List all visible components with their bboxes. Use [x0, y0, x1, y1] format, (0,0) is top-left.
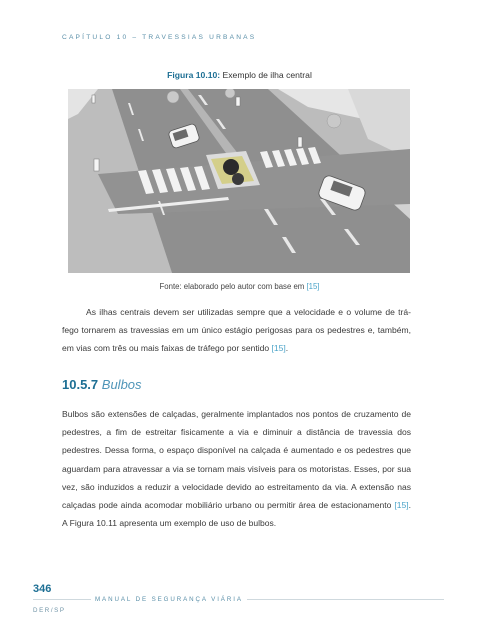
page-number: 346	[33, 583, 52, 595]
section-number: 10.5.7	[62, 377, 99, 392]
paragraph-bulbs	[62, 405, 411, 532]
figure-title	[0, 70, 479, 80]
source-text: Fonte: elaborado pelo autor com base em	[159, 282, 305, 291]
paragraph2-reference-link[interactable]: [15]	[394, 500, 409, 511]
paragraph2-end: . A Figura 10.11 apresenta um exemplo de uso de bulbos.	[62, 500, 411, 529]
figure-caption: Exemplo de ilha central	[222, 70, 312, 80]
section-title: Bulbos	[101, 377, 142, 392]
section-heading	[62, 377, 142, 392]
footer-organization: DER/SP	[33, 607, 66, 614]
figure-source	[0, 282, 479, 291]
paragraph2-text: Bulbos são extensões de calçadas, geralmente implantados nos pontos de cruzamento de pedestres, a fim de estreitar fisicamente a via e diminuir a distância de travessia dos pedestres. Dessa forma, o espaço disponível na calçada é aumentado e os pedestres que aguardam para atravessar a via se tornam mais visíveis para os motoristas. Esses, por sua vez, são induzidos a reduzir a velocidade devido ao estreitamento da via. A extensão nas calçadas pode ainda acomodar mobiliário urbano ou permitir área de estacionamento	[62, 409, 411, 511]
source-reference-link[interactable]: [15]	[306, 282, 320, 291]
chapter-header: CAPÍTULO 10 – TRAVESSIAS URBANAS	[62, 34, 257, 41]
paragraph-central-islands	[62, 303, 411, 358]
figure-label: Figura 10.10:	[167, 70, 221, 80]
paragraph1-end: .	[285, 343, 289, 354]
paragraph1-reference-link[interactable]: [15]	[271, 343, 286, 354]
central-island-illustration	[68, 89, 410, 273]
paragraph1-text: As ilhas centrais devem ser utilizadas sempre que a velocidade e o volume de tráfego tornarem as travessias em um único estágio perigosas para os pedestres e, também, em vias com três ou mais faixas de tráfego por sentido	[62, 307, 411, 354]
footer-manual-title: MANUAL DE SEGURANÇA VIÁRIA	[91, 596, 247, 603]
